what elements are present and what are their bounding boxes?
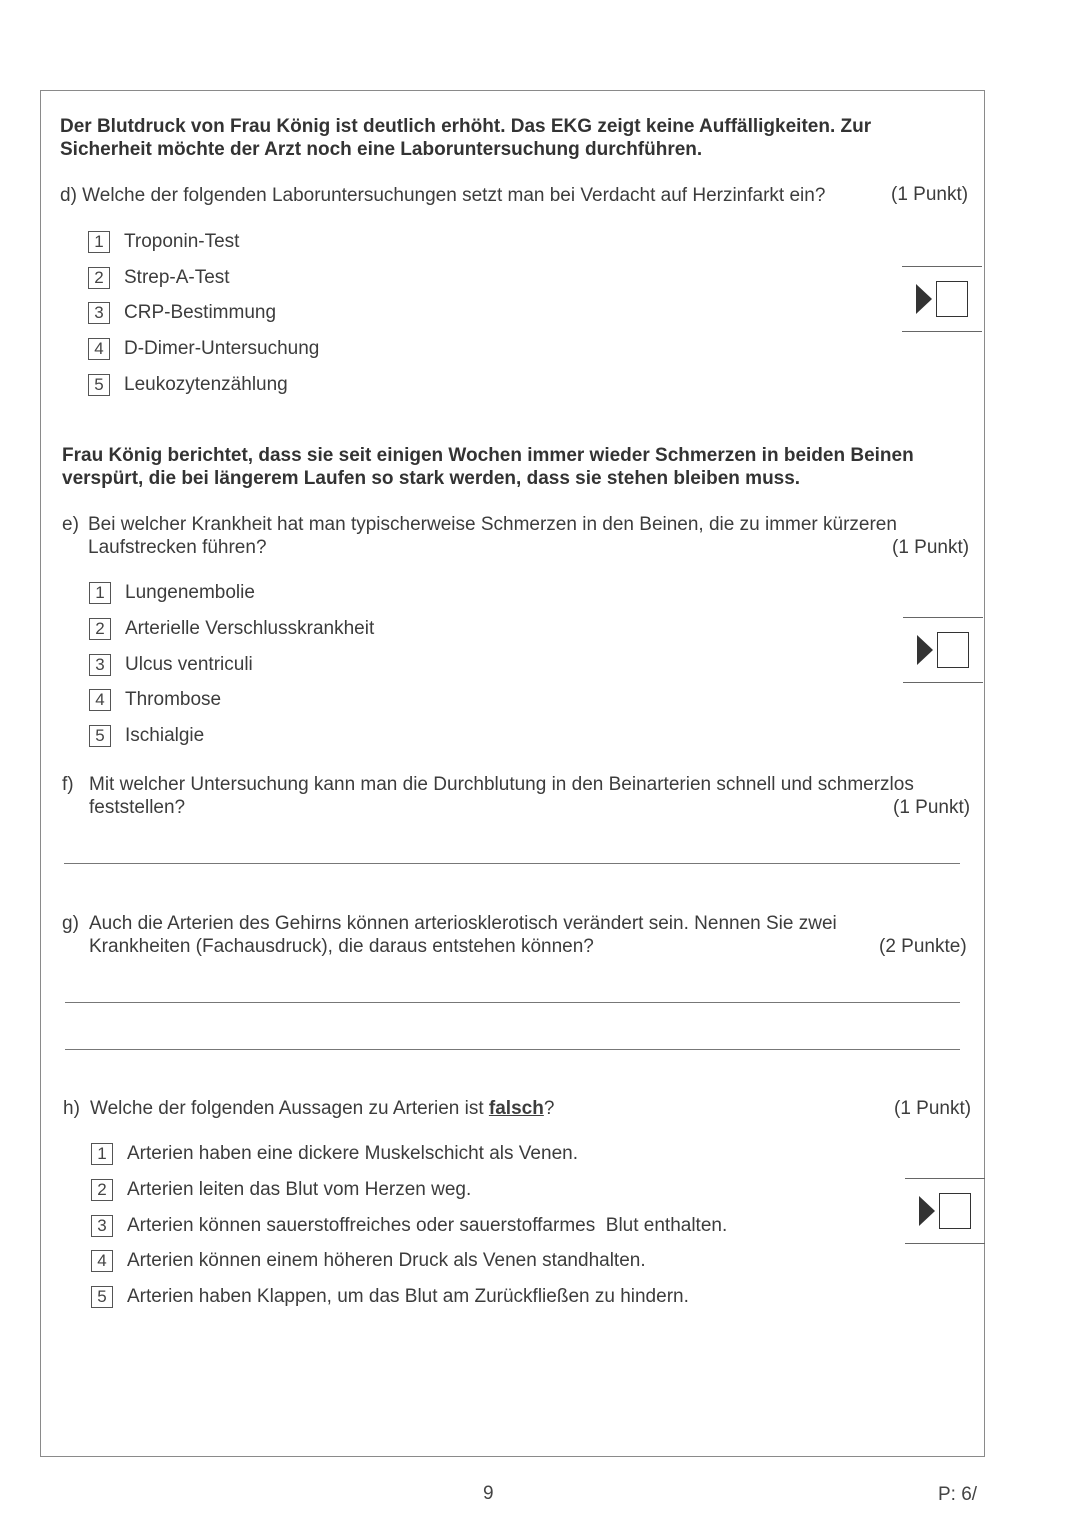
question-h-option-5[interactable] xyxy=(91,1285,689,1309)
question-h-option-1[interactable] xyxy=(91,1142,578,1166)
question-g-points: (2 Punkte) xyxy=(879,936,967,957)
option-label: Arterien haben Klappen, um das Blut am Zurückfließen zu hindern. xyxy=(127,1286,689,1307)
question-d-option-3[interactable] xyxy=(88,301,276,325)
question-f-line-1: Mit welcher Untersuchung kann man die Durchblutung in den Beinarterien schnell und schmerzlos xyxy=(89,774,914,795)
question-h-option-4[interactable] xyxy=(91,1249,646,1273)
question-d-option-2[interactable] xyxy=(88,266,230,290)
question-h-option-3[interactable] xyxy=(91,1214,727,1238)
option-label: Troponin-Test xyxy=(124,231,240,252)
option-number: 3 xyxy=(88,302,110,324)
question-f-line-2: feststellen? xyxy=(89,797,186,818)
option-number: 4 xyxy=(89,689,111,711)
page-number: 9 xyxy=(483,1483,494,1504)
question-h-text-after: ? xyxy=(543,1098,555,1119)
option-label: Leukozytenzählung xyxy=(124,374,288,395)
option-number: 1 xyxy=(89,582,111,604)
option-label: Lungenembolie xyxy=(125,582,255,603)
option-label: D-Dimer-Untersuchung xyxy=(124,338,320,359)
arrow-right-icon xyxy=(917,635,933,665)
question-h-prefix: h) xyxy=(63,1098,80,1119)
intro-paragraph-2: Frau König berichtet, dass sie seit einigen Wochen immer wieder Schmerzen in beiden Beinen verspürt, die bei längerem Laufen so stark werden, dass sie stehen bleiben muss. xyxy=(62,445,914,489)
question-h-answer-box[interactable] xyxy=(905,1178,985,1244)
option-number: 3 xyxy=(89,654,111,676)
option-number: 5 xyxy=(91,1286,113,1308)
question-f-prefix: f) xyxy=(62,774,74,795)
option-label: Ischialgie xyxy=(125,725,205,746)
option-number: 1 xyxy=(88,231,110,253)
option-label: Arterielle Verschlusskrankheit xyxy=(125,618,375,639)
option-label: CRP-Bestimmung xyxy=(124,302,277,323)
question-e-option-3[interactable] xyxy=(89,653,253,677)
option-number: 3 xyxy=(91,1215,113,1237)
question-e-option-4[interactable] xyxy=(89,688,221,712)
answer-square[interactable] xyxy=(937,632,969,668)
question-d-points: (1 Punkt) xyxy=(891,184,969,205)
option-number: 4 xyxy=(88,338,110,360)
question-e-line-2: Laufstrecken führen? xyxy=(88,537,267,558)
document-code: P: 6/ xyxy=(938,1484,978,1505)
question-h-text xyxy=(90,1097,554,1120)
option-label: Arterien haben eine dickere Muskelschicht als Venen. xyxy=(127,1143,578,1164)
question-h-text-before: Welche der folgenden Aussagen zu Arterien ist xyxy=(90,1098,489,1119)
question-e-line-1: Bei welcher Krankheit hat man typischerweise Schmerzen in den Beinen, die zu immer kürzeren xyxy=(88,514,897,535)
option-number: 2 xyxy=(89,618,111,640)
option-number: 5 xyxy=(88,374,110,396)
question-h-emphasis: falsch xyxy=(488,1098,544,1119)
option-label: Thrombose xyxy=(125,689,222,710)
question-h-points: (1 Punkt) xyxy=(894,1098,972,1119)
question-d-option-5[interactable] xyxy=(88,373,288,397)
arrow-right-icon xyxy=(919,1196,935,1226)
option-number: 5 xyxy=(89,725,111,747)
answer-square[interactable] xyxy=(936,281,968,317)
option-label: Ulcus ventriculi xyxy=(125,654,253,675)
answer-square[interactable] xyxy=(939,1193,971,1229)
question-e-answer-box[interactable] xyxy=(903,617,983,683)
answer-line-f[interactable] xyxy=(64,863,960,864)
answer-line-g-2[interactable] xyxy=(65,1049,960,1050)
option-number: 1 xyxy=(91,1143,113,1165)
question-e-points: (1 Punkt) xyxy=(892,537,970,558)
option-number: 2 xyxy=(91,1179,113,1201)
question-e-option-1[interactable] xyxy=(89,581,255,605)
question-d-text: d) Welche der folgenden Laboruntersuchungen setzt man bei Verdacht auf Herzinfarkt ein? xyxy=(60,185,826,206)
option-label: Strep-A-Test xyxy=(124,267,230,288)
question-g-line-1: Auch die Arterien des Gehirns können arteriosklerotisch verändert sein. Nennen Sie zwei xyxy=(89,913,837,934)
intro-paragraph-1: Der Blutdruck von Frau König ist deutlich erhöht. Das EKG zeigt keine Auffälligkeiten. Zur Sicherheit möchte der Arzt noch eine Laboruntersuchung durchführen. xyxy=(60,116,872,160)
arrow-right-icon xyxy=(916,284,932,314)
question-f-points: (1 Punkt) xyxy=(893,797,971,818)
question-e-prefix: e) xyxy=(62,514,79,535)
question-e-option-5[interactable] xyxy=(89,724,204,748)
question-h-option-2[interactable] xyxy=(91,1178,471,1202)
answer-line-g-1[interactable] xyxy=(65,1002,960,1003)
option-label: Arterien können einem höheren Druck als Venen standhalten. xyxy=(127,1250,646,1271)
question-d-answer-box[interactable] xyxy=(902,266,982,332)
question-g-prefix: g) xyxy=(62,913,79,934)
option-label: Arterien können sauerstoffreiches oder sauerstoffarmes Blut enthalten. xyxy=(127,1215,728,1236)
question-e-option-2[interactable] xyxy=(89,617,374,641)
question-d-option-1[interactable] xyxy=(88,230,239,254)
option-label: Arterien leiten das Blut vom Herzen weg. xyxy=(127,1179,472,1200)
question-d-option-4[interactable] xyxy=(88,337,319,361)
question-g-line-2: Krankheiten (Fachausdruck), die daraus entstehen können? xyxy=(89,936,594,957)
option-number: 4 xyxy=(91,1250,113,1272)
option-number: 2 xyxy=(88,267,110,289)
